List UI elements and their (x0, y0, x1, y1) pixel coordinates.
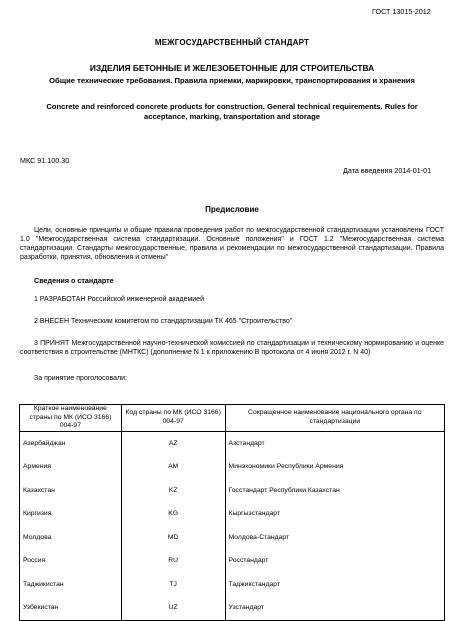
table-row (20, 479, 445, 503)
document-title-ru: ИЗДЕЛИЯ БЕТОННЫЕ И ЖЕЛЕЗОБЕТОННЫЕ ДЛЯ СТРОИТЕЛЬСТВА (89, 63, 375, 73)
table-row (20, 455, 445, 479)
header-country-name: Краткое наименование страны по МК (ИСО 3166) 004-97 (20, 405, 122, 432)
country-name: Армения (20, 455, 122, 479)
standards-body: Молдова-Стандарт (225, 526, 444, 550)
country-name: Россия (20, 549, 122, 573)
country-code: KZ (121, 479, 225, 503)
table-row (20, 502, 445, 526)
country-code: AZ (121, 431, 225, 455)
document-subtitle-ru: Общие технические требования. Правила приемки, маркировки, транспортирования и хранения (49, 76, 415, 85)
country-code: UZ (121, 596, 225, 620)
header-country-code: Код страны по МК (ИСО 3166) 004-97 (121, 405, 225, 432)
table-row (20, 526, 445, 550)
developed-by-item: 1 РАЗРАБОТАН Российской инженерной академией (34, 296, 204, 303)
country-name: Молдова (20, 526, 122, 550)
country-code: TJ (121, 573, 225, 597)
document-title-en: Concrete and reinforced concrete products for construction. General technical requirements. Rules for acceptance, marking, transportation and storage (46, 102, 418, 121)
country-code: MD (121, 526, 225, 550)
standards-body: Кыргызстандарт (225, 502, 444, 526)
about-standard-heading: Сведения о стандарте (34, 276, 114, 285)
table-row (20, 549, 445, 573)
standards-body: Таджикстандарт (225, 573, 444, 597)
adopted-by-item: 3 ПРИНЯТ Межгосударственной научно-технической комиссией по стандартизации и техническому нормированию и оценке соответствия в строительстве (МНТКС) (дополнение N 1 к приложению В протокола от 4 июня 2012 г. N 40) (20, 340, 444, 356)
country-name: Казахстан (20, 479, 122, 503)
country-code: KG (121, 502, 225, 526)
table-row (20, 431, 445, 455)
voted-for-label: За принятие проголосовали: (34, 375, 127, 382)
country-code: RU (121, 549, 225, 573)
standards-body: Минэкономики Республики Армения (225, 455, 444, 479)
standards-body: Азстандарт (225, 431, 444, 455)
introduction-date: Дата введения 2014-01-01 (343, 166, 432, 175)
country-name: Киргизия (20, 502, 122, 526)
countries-table (19, 404, 445, 621)
country-name: Узбекистан (20, 596, 122, 620)
foreword-heading: Предисловие (205, 205, 259, 214)
header-standards-body: Сокращенное наименование национального органа по стандартизации (225, 405, 444, 432)
standard-title: МЕЖГОСУДАРСТВЕННЫЙ СТАНДАРТ (154, 38, 310, 47)
foreword-paragraph: Цели, основные принципы и общие правила проведения работ по межгосударственной стандартизации установлены ГОСТ 1.0 "Межгосударственная система стандартизации. Основные положения" и ГОСТ 1.2 "Межгосударственная система стандартизации. Стандарты межгосударственные, правила и рекомендации по межгосударственной стандартизации. Правила разработки, принятия, обновления и отмены" (20, 227, 444, 261)
standards-body: Госстандарт Республики Казахстан (225, 479, 444, 503)
standards-body: Узстандарт (225, 596, 444, 620)
standards-body: Росстандарт (225, 549, 444, 573)
mks-code: МКС 91.100.30 (20, 156, 70, 165)
table-header-row (20, 405, 445, 432)
submitted-by-item: 2 ВНЕСЕН Техническим комитетом по стандартизации ТК 465 "Строительство" (34, 318, 293, 325)
gost-code: ГОСТ 13015-2012 (372, 7, 431, 16)
country-code: AM (121, 455, 225, 479)
table-row (20, 573, 445, 597)
country-name: Азербайджан (20, 431, 122, 455)
country-name: Таджикистан (20, 573, 122, 597)
